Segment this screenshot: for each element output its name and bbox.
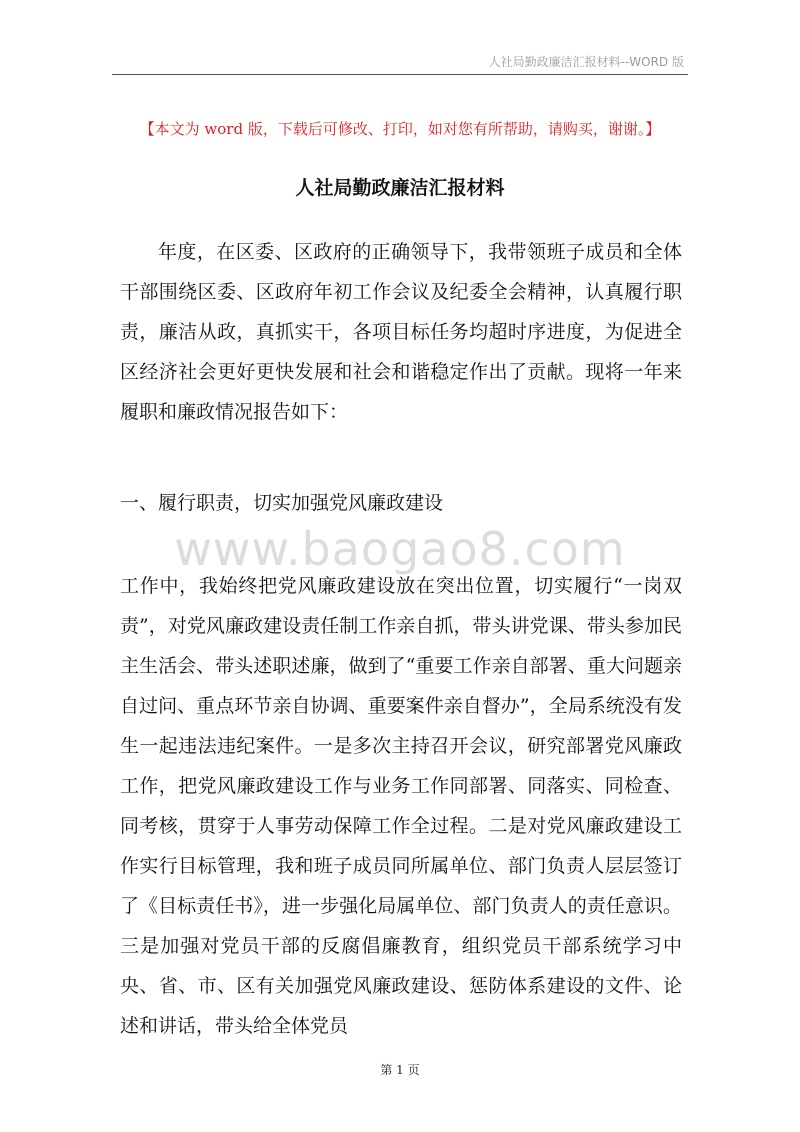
section-body-1: 工作中，我始终把党风廉政建设放在突出位置，切实履行“一岗双责”，对党风廉政建设责任制工作亲自抓，带头讲党课、带头参加民主生活会、带头述职述廉，做到了“重要工作亲自部署、重大问题亲自过问、重点环节亲自协调、重要案件亲自督办”，全局系统没有发生一起违法违纪案件。一是多次主持召开会议，研究部署党风廉政工作，把党风廉政建设工作与业务工作同部署、同落实、同检查、同考核，贯穿于人事劳动保障工作全过程。二是对党风廉政建设工作实行目标管理，我和班子成员同所属单位、部门负责人层层签订了《目标责任书》，进一步强化局属单位、部门负责人的责任意识。三是加强对党员干部的反腐倡廉教育，组织党员干部系统学习中央、省、市、区有关加强党风廉政建设、惩防体系建设的文件、论述和讲话，带头给全体党员 <box>120 575 682 1037</box>
document-title: 人社局勤政廉洁汇报材料 <box>295 177 505 199</box>
watermark: www.baogao8.com <box>174 522 626 576</box>
section-heading-1: 一、履行职责，切实加强党风廉政建设 <box>120 492 444 514</box>
intro-paragraph: 年度，在区委、区政府的正确领导下，我带领班子成员和全体干部围绕区委、区政府年初工作会议及纪委全会精神，认真履行职责，廉洁从政，真抓实干，各项目标任务均超时序进度，为促进全区经济社会更好更快发展和社会和谐稳定作出了贡献。现将一年来履职和廉政情况报告如下： <box>120 241 682 423</box>
header-divider <box>112 74 688 75</box>
running-header: 人社局勤政廉洁汇报材料--WORD 版 <box>488 55 684 69</box>
download-notice: 【本文为 word 版，下载后可修改、打印，如对您有所帮助，请购买，谢谢。】 <box>139 120 661 138</box>
page-number: 第 1 页 <box>380 1063 420 1077</box>
